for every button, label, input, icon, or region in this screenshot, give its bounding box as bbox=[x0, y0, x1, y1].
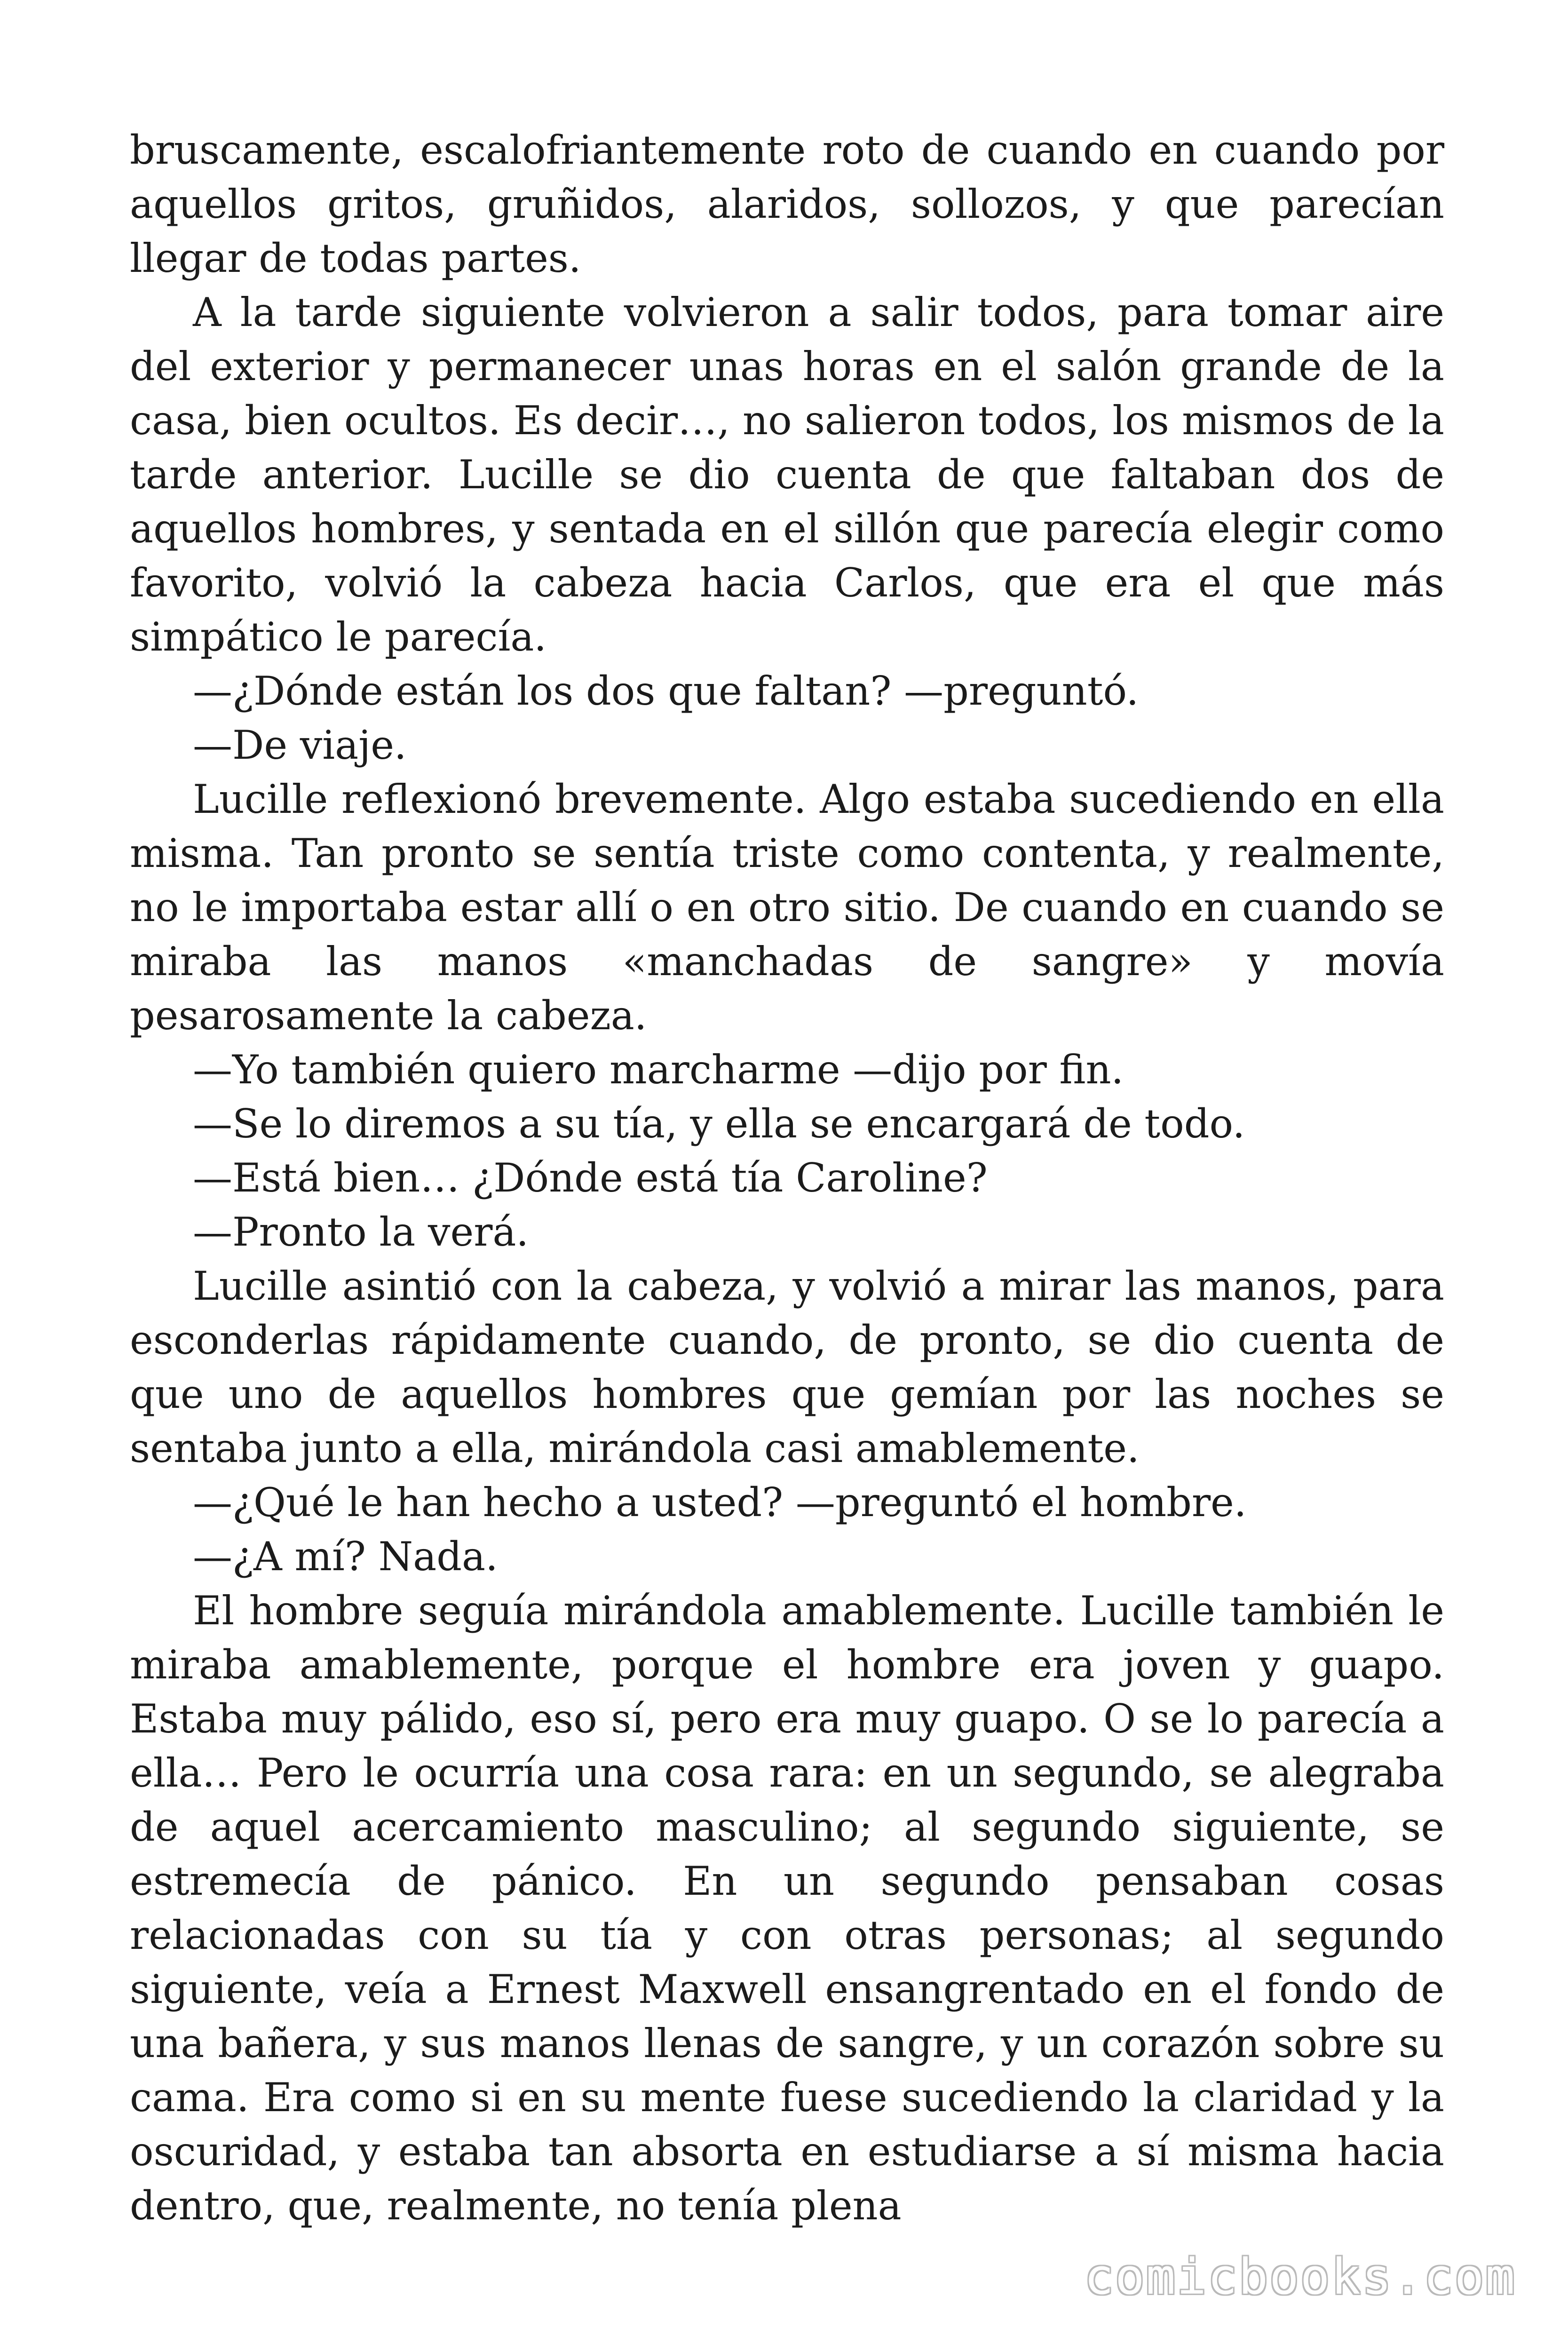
dialogue-line: —Se lo diremos a su tía, y ella se encargará de todo. bbox=[193, 1101, 1245, 1147]
dialogue-line: —¿Qué le han hecho a usted? —preguntó el hombre. bbox=[193, 1479, 1247, 1526]
paragraph: Lucille reflexionó brevemente. Algo estaba sucediendo en ella misma. Tan pronto se sentía triste como contenta, y realmente, no le importaba estar allí o en otro sitio. De cuando en cuando se miraba las manos «manchadas de sangre» y movía pesarosamente la cabeza. bbox=[130, 776, 1444, 1039]
dialogue-line: —Pronto la verá. bbox=[193, 1209, 529, 1255]
paragraph-continuation: bruscamente, escalofriantemente roto de cuando en cuando por aquellos gritos, gruñidos, alaridos, sollozos, y que parecían llegar de todas partes. bbox=[130, 127, 1444, 281]
paragraph: Lucille asintió con la cabeza, y volvió a mirar las manos, para esconderlas rápidamente cuando, de pronto, se dio cuenta de que uno de aquellos hombres que gemían por las noches se sentaba junto a ella, mirándola casi amablemente. bbox=[130, 1263, 1444, 1471]
watermark: comicbooks.com bbox=[1084, 2248, 1516, 2305]
dialogue-line: —De viaje. bbox=[193, 722, 407, 768]
dialogue-line: —Yo también quiero marcharme —dijo por fin. bbox=[193, 1047, 1124, 1093]
paragraph: A la tarde siguiente volvieron a salir todos, para tomar aire del exterior y permanecer unas horas en el salón grande de la casa, bien ocultos. Es decir…, no salieron todos, los mismos de la tarde anterior. Lucille se dio cuenta de que faltaban dos de aquellos hombres, y sentada en el sillón que parecía elegir como favorito, volvió la cabeza hacia Carlos, que era el que más simpático le parecía. bbox=[130, 289, 1444, 660]
dialogue-line: —¿A mí? Nada. bbox=[193, 1534, 498, 1580]
paragraph: El hombre seguía mirándola amablemente. Lucille también le miraba amablemente, porque el hombre era joven y guapo. Estaba muy pálido, eso sí, pero era muy guapo. O se lo parecía a ella… Pero le ocurría una cosa rara: en un segundo, se alegraba de aquel acercamiento masculino; al segundo siguiente, se estremecía de pánico. En un segundo pensaban cosas relacionadas con su tía y con otras personas; al segundo siguiente, veía a Ernest Maxwell ensangrentado en el fondo de una bañera, y sus manos llenas de sangre, y un corazón sobre su cama. Era como si en su mente fuese sucediendo la claridad y la oscuridad, y estaba tan absorta en estudiarse a sí misma hacia dentro, que, realmente, no tenía plena bbox=[130, 1588, 1444, 2229]
dialogue-line: —Está bien… ¿Dónde está tía Caroline? bbox=[193, 1155, 988, 1201]
dialogue-line: —¿Dónde están los dos que faltan? —preguntó. bbox=[193, 668, 1139, 714]
body-text bbox=[130, 123, 1444, 2233]
